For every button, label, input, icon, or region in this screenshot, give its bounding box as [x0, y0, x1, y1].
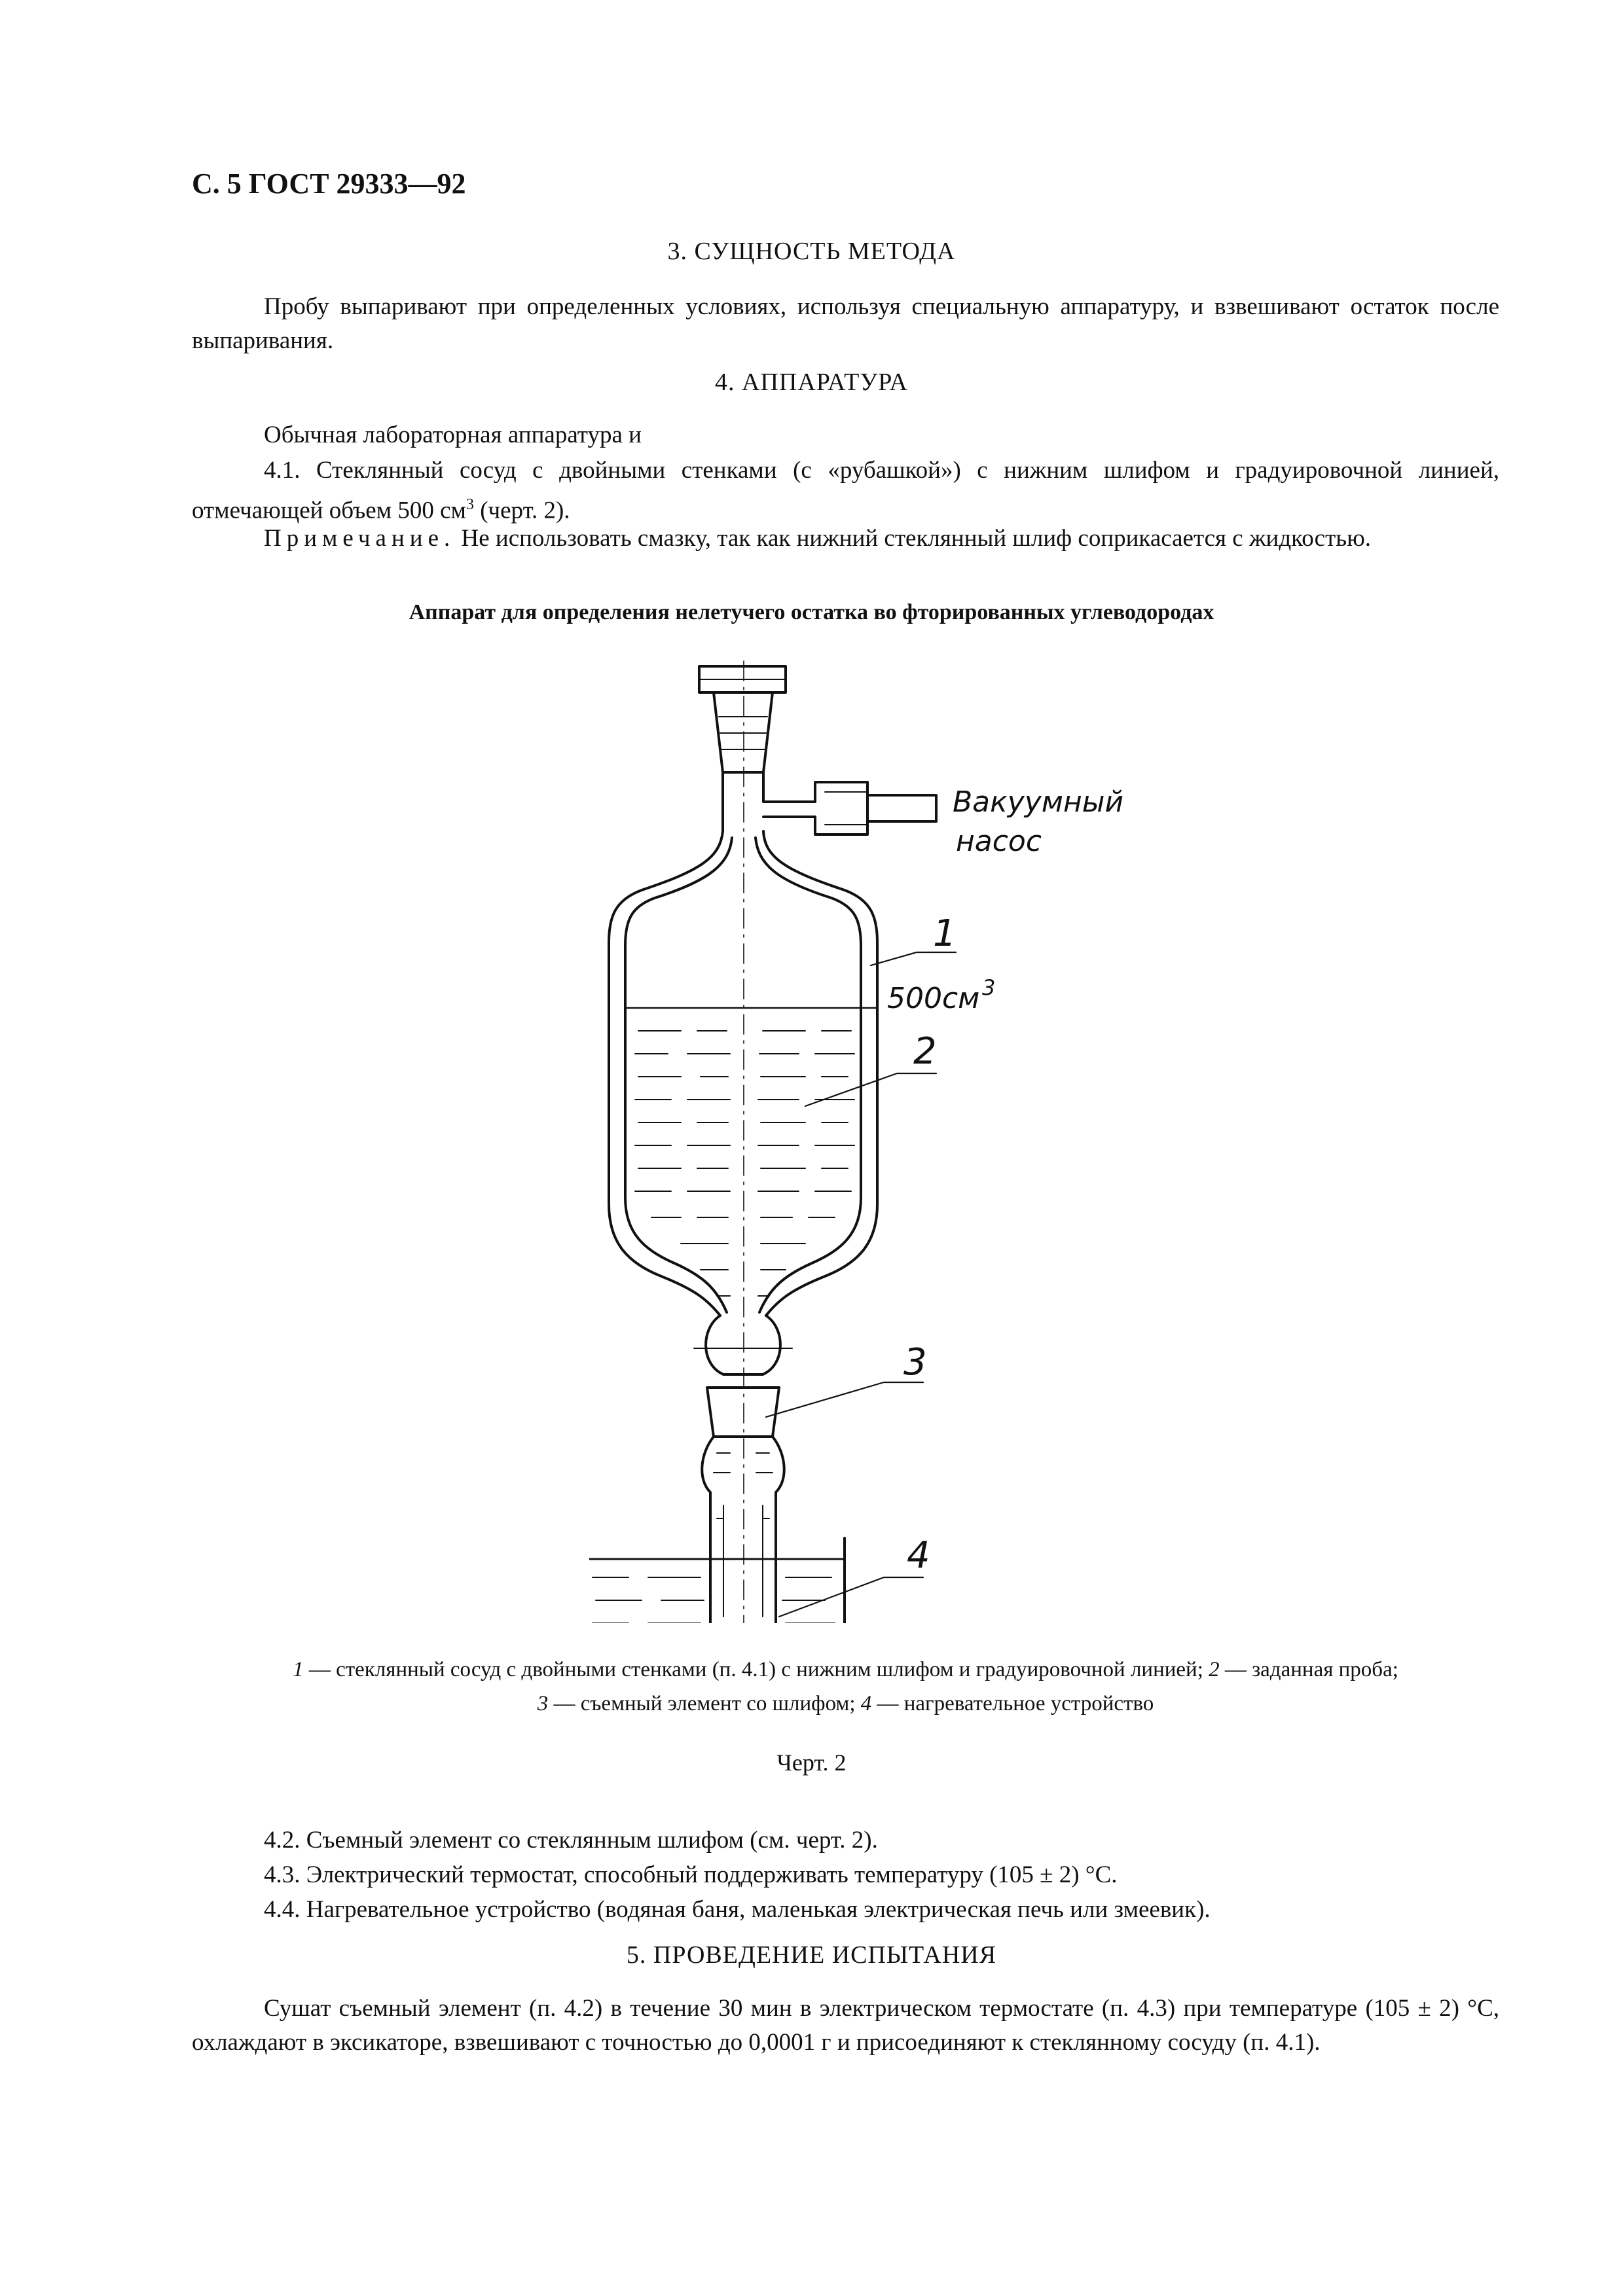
leader-4	[779, 1577, 923, 1617]
side-arm	[763, 782, 867, 834]
caption-text-3: — съемный элемент со шлифом;	[548, 1692, 861, 1715]
label-volume-sup: 3	[982, 975, 996, 1000]
note-text: Не использовать смазку, так как нижний стеклянный шлиф соприкасается с жидкостью.	[455, 525, 1372, 552]
section-5-title: 5. ПРОВЕДЕНИЕ ИСПЫТАНИЯ	[626, 1941, 997, 1969]
note	[192, 522, 1499, 556]
label-2: 2	[913, 1030, 937, 1073]
inner-vessel	[625, 838, 732, 1312]
apparatus-drawing	[589, 655, 1178, 1623]
caption-num-3: 3	[537, 1692, 549, 1715]
label-vacuum-2: насос	[956, 825, 1042, 858]
label-vacuum-1: Вакуумный	[953, 785, 1124, 819]
item-4-1-text: 4.1. Стеклянный сосуд с двойными стенками (с «рубашкой») с нижним шлифом и градуировочной линией, отмечающей объем 500 см	[192, 457, 1499, 524]
note-label: Примечание.	[264, 525, 456, 552]
leader-3	[766, 1382, 923, 1417]
item-4-4: 4.4. Нагревательное устройство (водяная баня, маленькая электрическая печь или змеевик).	[264, 1896, 1211, 1923]
caption-num-1: 1	[293, 1658, 304, 1681]
item-4-2: 4.2. Съемный элемент со стеклянным шлифом (см. черт. 2).	[264, 1827, 878, 1854]
removable-element	[707, 1388, 779, 1437]
label-volume: 500см	[887, 982, 980, 1015]
caption-num-4: 4	[860, 1692, 872, 1715]
label-4: 4	[907, 1534, 930, 1577]
item-4-3: 4.3. Электрический термостат, способный поддерживать температуру (105 ± 2) °С.	[264, 1861, 1118, 1888]
caption-text-2: — заданная проба;	[1219, 1658, 1398, 1681]
figure-title: Аппарат для определения нелетучего остатка во фторированных углеводородах	[409, 600, 1214, 624]
item-4-1-text-end: (черт. 2).	[473, 497, 570, 524]
label-1: 1	[933, 912, 957, 955]
heating-bath	[589, 1538, 845, 1623]
figure-caption	[192, 1653, 1499, 1721]
section-3-title: 3. СУЩНОСТЬ МЕТОДА	[667, 238, 956, 265]
caption-text-1: — стеклянный сосуд с двойными стенками (п. 4.1) с нижним шлифом и градуировочной линией;	[303, 1658, 1209, 1681]
item-4-1-sup: 3	[465, 496, 474, 513]
caption-text-4: — нагревательное устройство	[871, 1692, 1154, 1715]
section-3-text: Пробу выпаривают при определенных условиях, используя специальную аппаратуру, и взвешивают остаток после выпаривания.	[192, 293, 1499, 354]
section-4-intro: Обычная лабораторная аппаратура и	[264, 422, 642, 448]
page-header: С. 5 ГОСТ 29333—92	[192, 168, 466, 200]
leader-2	[805, 1073, 936, 1106]
item-4-1	[192, 454, 1499, 528]
caption-num-2: 2	[1209, 1658, 1220, 1681]
label-3: 3	[903, 1341, 927, 1384]
bulb	[706, 1316, 780, 1374]
section-4-title: 4. АППАРАТУРА	[715, 368, 908, 396]
section-5-text: Сушат съемный элемент (п. 4.2) в течение 30 мин в электрическом термостате (п. 4.3) при температуре (105 ± 2) °С, охлаждают в эксикаторе, взвешивают с точностью до 0,0001 г и присоединяют к стеклянному сосуду (п. 4.1).	[192, 1995, 1499, 2056]
figure-number: Черт. 2	[776, 1749, 847, 1776]
